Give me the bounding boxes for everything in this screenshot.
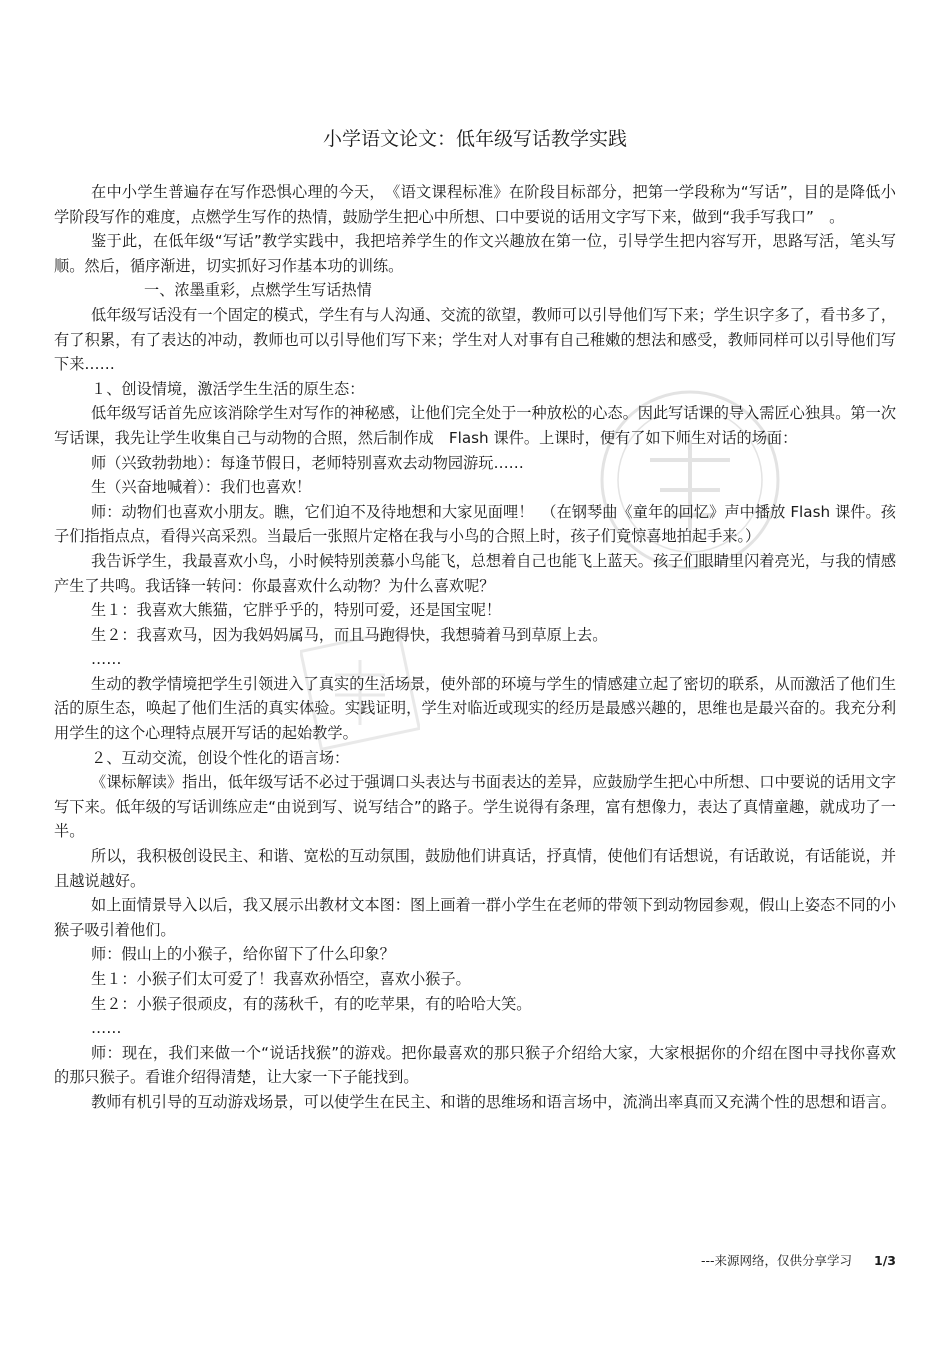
paragraph: 鉴于此，在低年级“写话”教学实践中，我把培养学生的作文兴趣放在第一位，引导学生把内容写开，思路写活，笔头写顺。然后，循序渐进，切实抓好习作基本功的训练。	[54, 232, 896, 275]
paragraph: 我告诉学生，我最喜欢小鸟，小时候特别羡慕小鸟能飞，总想着自己也能飞上蓝天。孩子们眼睛里闪着亮光，与我的情感产生了共鸣。我话锋一转问：你最喜欢什么动物？为什么喜欢呢？	[54, 551, 896, 595]
paragraph: 生２：小猴子很顽皮，有的荡秋千，有的吃苹果，有的哈哈大笑。	[91, 994, 532, 1013]
paragraph: 师：现在，我们来做一个“说话找猴”的游戏。把你最喜欢的那只猴子介绍给大家，大家根据你的介绍在图中寻找你喜欢的那只猴子。看谁介绍得清楚，让大家一下子能找到。	[54, 1043, 896, 1087]
paragraph: 低年级写话没有一个固定的模式，学生有与人沟通、交流的欲望，教师可以引导他们写下来；学生识字多了，看书多了，有了积累，有了表达的冲动，教师也可以引导他们写下来；学生对人对事有自己稚嫩的想法和感受，教师同样可以引导他们写下来……	[54, 305, 896, 374]
paragraph: 教师有机引导的互动游戏场景，可以使学生在民主、和谐的思维场和语言场中，流淌出率真而又充满个性的思想和语言。	[91, 1092, 896, 1111]
paragraph: 师（兴致勃勃地）：每逢节假日，老师特别喜欢去动物园游玩……	[91, 453, 524, 472]
paragraph: ……	[91, 1019, 122, 1038]
paragraph: 生（兴奋地喊着）：我们也喜欢！	[91, 478, 312, 497]
footer-source: ---来源网络，仅供分享学习	[700, 1253, 853, 1268]
paragraph: 生２：我喜欢马，因为我妈妈属马，而且马跑得快，我想骑着马到草原上去。	[91, 625, 608, 644]
paragraph: 所以，我积极创设民主、和谐、宽松的互动氛围，鼓励他们讲真话，抒真情，使他们有话想说，有话敢说，有话能说，并且越说越好。	[54, 847, 896, 890]
paragraph: 生动的教学情境把学生引领进入了真实的生活场景，使外部的环境与学生的情感建立起了密切的联系，从而激活了他们生活的原生态，唤起了他们生活的真实体验。实践证明，学生对临近或现实的经历是最感兴趣的，思维也是最兴奋的。我充分利用学生的这个心理特点展开写话的起始教学。	[54, 674, 896, 743]
paragraph: 生１：我喜欢大熊猫，它胖乎乎的，特别可爱，还是国宝呢！	[91, 601, 502, 620]
page-number: 1/3	[874, 1253, 896, 1268]
paragraph: 低年级写话首先应该消除学生对写作的神秘感，让他们完全处于一种放松的心态。因此写话课的导入需匠心独具。第一次写话课，我先让学生收集自己与动物的合照，然后制作成 Flash 课件。上课时，便有了如下师生对话的场面：	[54, 404, 896, 447]
section-heading: 一、浓墨重彩，点燃学生写话热情	[144, 281, 372, 300]
paragraph: ２、互动交流，创设个性化的语言场：	[91, 748, 350, 767]
document-title: 小学语文论文：低年级写话教学实践	[322, 128, 627, 150]
paragraph: 如上面情景导入以后，我又展示出教材文本图：图上画着一群小学生在老师的带领下到动物园参观，假山上姿态不同的小猴子吸引着他们。	[54, 896, 896, 939]
paragraph: 在中小学生普遍存在写作恐惧心理的今天， 《语文课程标准》在阶段目标部分，把第一学段称为“写话”，目的是降低小学阶段写作的难度，点燃学生写作的热情，鼓励学生把心中所想、口中要说的话用文字写下来，做到“我手写我口” 。	[54, 183, 896, 226]
paragraph: 师：假山上的小猴子，给你留下了什么印象？	[91, 945, 395, 964]
paragraph: ……	[91, 650, 122, 669]
paragraph: 师：动物们也喜欢小朋友。瞧，它们迫不及待地想和大家见面哩！ （在钢琴曲《童年的回忆》声中播放 Flash 课件。孩子们指指点点，看得兴高采烈。当最后一张照片定格在我与小鸟的合照上时，孩子们竟惊喜地拍起手来。）	[54, 502, 896, 546]
page-footer	[701, 1251, 896, 1269]
document-body	[54, 180, 896, 1115]
paragraph: 生１：小猴子们太可爱了！我喜欢孙悟空，喜欢小猴子。	[91, 970, 471, 988]
paragraph: １、创设情境，激活学生生活的原生态：	[91, 379, 365, 398]
paragraph: 《课标解读》指出，低年级写话不必过于强调口头表达与书面表达的差异，应鼓励学生把心中所想、口中要说的话用文字写下来。低年级的写话训练应走“由说到写、说写结合”的路子。学生说得有条理，富有想像力，表达了真情童趣，就成功了一半。	[54, 773, 896, 841]
